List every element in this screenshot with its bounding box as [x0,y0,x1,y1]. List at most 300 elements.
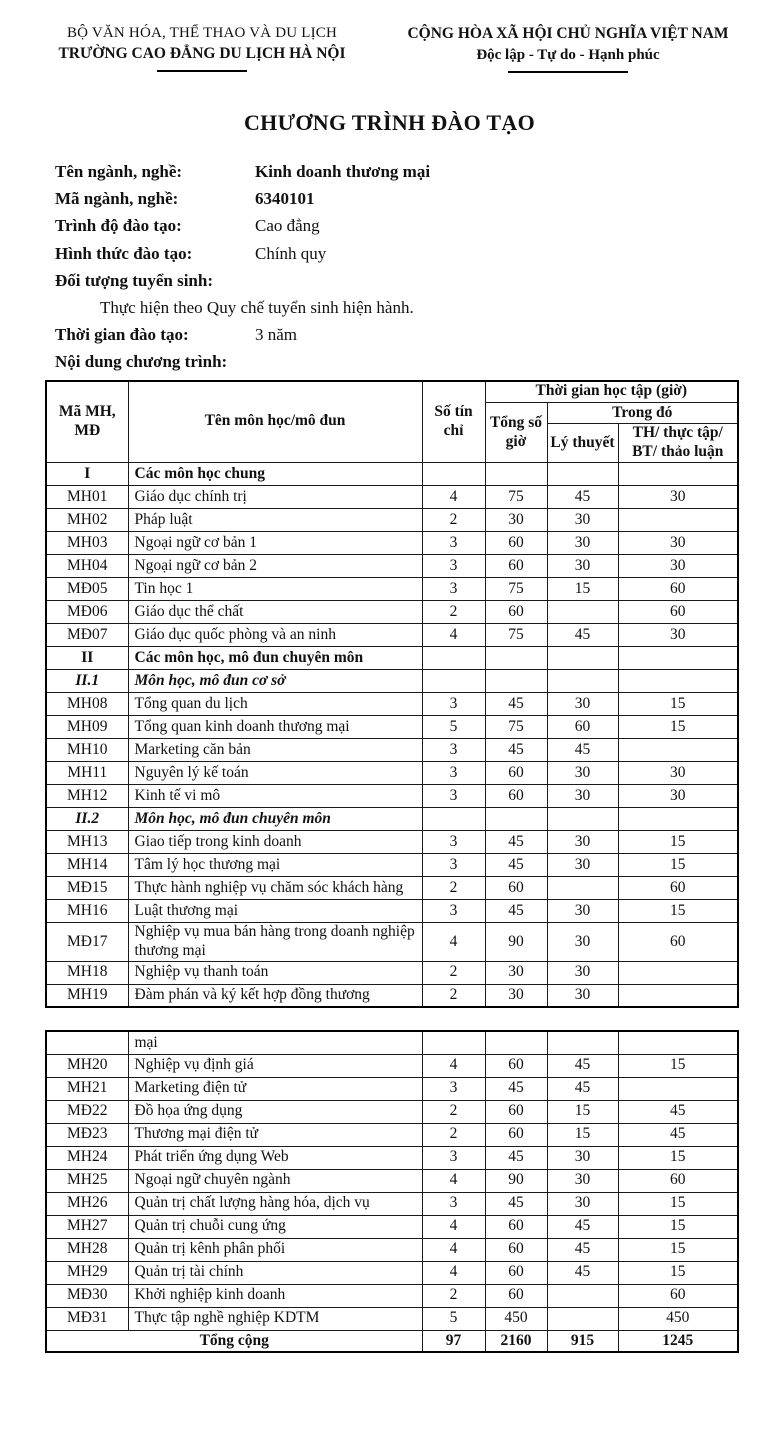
table-row [46,532,738,555]
credits-cell: 2 [422,1284,485,1307]
table-row [46,486,738,509]
credits-cell: 3 [422,831,485,854]
course-code-cell: MĐ07 [46,624,128,647]
practice-hours-cell: 30 [618,555,738,578]
course-name-cell: Các môn học chung [128,463,422,486]
info-section [55,158,779,376]
total-hours-cell [485,463,547,486]
info-row [55,321,779,348]
practice-hours-cell: 60 [618,601,738,624]
info-label: Tên ngành, nghề: [55,162,183,181]
practice-hours-cell: 15 [618,1146,738,1169]
course-code-cell [46,1031,128,1054]
course-code-cell: MH25 [46,1169,128,1192]
info-row [55,348,779,375]
theory-hours-cell: 45 [547,1054,618,1077]
credits-cell: 3 [422,1077,485,1100]
table-row [46,1031,738,1054]
credits-cell: 2 [422,601,485,624]
credits-cell: 5 [422,716,485,739]
left-underline-rule [157,70,247,72]
practice-hours-cell: 30 [618,532,738,555]
total-hours-cell: 60 [485,532,547,555]
total-hours-cell: 45 [485,1146,547,1169]
course-name-cell: Khởi nghiệp kinh doanh [128,1284,422,1307]
table-row [46,1238,738,1261]
course-name-cell: Đồ họa ứng dụng [128,1100,422,1123]
practice-hours-cell: 30 [618,762,738,785]
total-hours-cell: 30 [485,984,547,1007]
theory-hours-cell: 30 [547,1192,618,1215]
table-row [46,854,738,877]
practice-hours-cell [618,647,738,670]
practice-hours-cell: 60 [618,877,738,900]
course-code-cell: MH12 [46,785,128,808]
total-hours-cell: 60 [485,1054,547,1077]
theory-hours-cell: 30 [547,831,618,854]
course-name-cell: Nghiệp vụ thanh toán [128,961,422,984]
national-motto-block [384,25,752,73]
credits-cell: 4 [422,1238,485,1261]
theory-hours-cell: 30 [547,1169,618,1192]
practice-hours-cell: 15 [618,854,738,877]
practice-hours-cell [618,509,738,532]
course-name-cell: Giáo dục chính trị [128,486,422,509]
theory-hours-cell: 30 [547,532,618,555]
course-name-cell: Thực hành nghiệp vụ chăm sóc khách hàng [128,877,422,900]
info-label: Mã ngành, nghề: [55,189,179,209]
theory-hours-cell [547,808,618,831]
course-code-cell: II.2 [46,808,128,831]
course-code-cell: MĐ23 [46,1123,128,1146]
practice-hours-cell [618,1031,738,1054]
theory-hours-cell [547,1307,618,1330]
theory-hours-cell: 30 [547,762,618,785]
col-header-practice: TH/ thực tập/ BT/ thảo luận [618,424,738,463]
document-header [0,25,779,73]
credits-cell: 97 [422,1330,485,1352]
theory-hours-cell: 30 [547,854,618,877]
info-row [55,158,779,185]
col-header-name: Tên môn học/mô đun [128,381,422,463]
table-row [46,670,738,693]
practice-hours-cell: 45 [618,1100,738,1123]
theory-hours-cell [547,877,618,900]
credits-cell: 3 [422,693,485,716]
course-name-cell: Kinh tế vi mô [128,785,422,808]
course-name-cell: Tin học 1 [128,578,422,601]
practice-hours-cell: 30 [618,624,738,647]
course-name-cell: mại [128,1031,422,1054]
course-name-cell: Ngoại ngữ cơ bản 2 [128,555,422,578]
credits-cell: 4 [422,486,485,509]
curriculum-table-body-2 [46,1031,738,1352]
total-hours-cell: 45 [485,739,547,762]
practice-hours-cell: 450 [618,1307,738,1330]
course-name-cell: Thực tập nghề nghiệp KDTM [128,1307,422,1330]
practice-hours-cell: 60 [618,578,738,601]
table-row [46,923,738,962]
total-hours-cell: 45 [485,1192,547,1215]
info-value: Kinh doanh thương mại [255,162,431,181]
credits-cell [422,1031,485,1054]
theory-hours-cell: 30 [547,984,618,1007]
credits-cell [422,647,485,670]
col-header-total-hours: Tổng số giờ [485,403,547,463]
practice-hours-cell: 15 [618,831,738,854]
credits-cell: 2 [422,509,485,532]
course-code-cell: MĐ31 [46,1307,128,1330]
course-code-cell: MH26 [46,1192,128,1215]
table-row [46,1307,738,1330]
course-name-cell: Quản trị kênh phân phối [128,1238,422,1261]
course-code-cell: MH18 [46,961,128,984]
theory-hours-cell: 30 [547,900,618,923]
course-name-cell: Đàm phán và ký kết hợp đồng thương [128,984,422,1007]
course-code-cell: MĐ05 [46,578,128,601]
national-motto: Độc lập - Tự do - Hạnh phúc [476,47,660,63]
credits-cell: 2 [422,1123,485,1146]
credits-cell: 3 [422,555,485,578]
credits-cell [422,463,485,486]
table-row [46,1215,738,1238]
theory-hours-cell: 45 [547,739,618,762]
course-code-cell: MH09 [46,716,128,739]
theory-hours-cell: 45 [547,486,618,509]
theory-hours-cell: 15 [547,1123,618,1146]
course-code-cell: MH20 [46,1054,128,1077]
credits-cell [422,670,485,693]
theory-hours-cell: 30 [547,785,618,808]
credits-cell: 2 [422,961,485,984]
theory-hours-cell [547,463,618,486]
table-row [46,601,738,624]
table-row [46,808,738,831]
table-row [46,555,738,578]
total-hours-cell: 60 [485,1100,547,1123]
ministry-name: BỘ VĂN HÓA, THỂ THAO VÀ DU LỊCH [66,25,338,41]
course-code-cell: II.1 [46,670,128,693]
col-header-time-group: Thời gian học tập (giờ) [485,381,738,403]
course-code-cell: MH16 [46,900,128,923]
curriculum-table-header [46,381,738,463]
theory-hours-cell: 45 [547,1215,618,1238]
theory-hours-cell: 30 [547,509,618,532]
practice-hours-cell: 45 [618,1123,738,1146]
practice-hours-cell: 1245 [618,1330,738,1352]
theory-hours-cell [547,1031,618,1054]
course-code-cell: MH27 [46,1215,128,1238]
course-name-cell: Marketing căn bản [128,739,422,762]
course-code-cell: MĐ15 [46,877,128,900]
info-value: Chính quy [255,243,327,263]
theory-hours-cell: 30 [547,693,618,716]
theory-hours-cell: 45 [547,624,618,647]
col-header-of-which: Trong đó [547,403,738,424]
theory-hours-cell [547,670,618,693]
table-row [46,1123,738,1146]
curriculum-table-body-1 [46,463,738,1008]
table-row [46,762,738,785]
course-code-cell: MH24 [46,1146,128,1169]
practice-hours-cell [618,670,738,693]
course-code-cell: MĐ22 [46,1100,128,1123]
course-name-cell: Thương mại điện tử [128,1123,422,1146]
practice-hours-cell: 60 [618,923,738,962]
table-row [46,624,738,647]
course-name-cell: Quản trị chuỗi cung ứng [128,1215,422,1238]
course-code-cell: MĐ06 [46,601,128,624]
theory-hours-cell: 45 [547,1077,618,1100]
total-hours-cell: 60 [485,1238,547,1261]
total-hours-cell: 75 [485,486,547,509]
table-row [46,509,738,532]
theory-hours-cell: 45 [547,1238,618,1261]
course-code-cell: MH19 [46,984,128,1007]
course-name-cell: Marketing điện tử [128,1077,422,1100]
theory-hours-cell [547,601,618,624]
total-hours-cell: 45 [485,693,547,716]
right-underline-rule [508,71,628,73]
practice-hours-cell [618,463,738,486]
table-row [46,1169,738,1192]
total-hours-cell: 60 [485,555,547,578]
total-hours-cell: 60 [485,601,547,624]
theory-hours-cell: 15 [547,1100,618,1123]
credits-cell: 2 [422,877,485,900]
page-title: CHƯƠNG TRÌNH ĐÀO TẠO [243,110,535,135]
issuing-agency-block [26,25,378,73]
credits-cell: 4 [422,1169,485,1192]
course-name-cell: Quản trị chất lượng hàng hóa, dịch vụ [128,1192,422,1215]
table-row [46,693,738,716]
practice-hours-cell [618,808,738,831]
table-row [46,1261,738,1284]
table-row [46,1054,738,1077]
total-hours-cell: 90 [485,923,547,962]
total-hours-cell [485,670,547,693]
table-row [46,785,738,808]
course-code-cell: MH21 [46,1077,128,1100]
table-row [46,463,738,486]
course-name-cell: Nghiệp vụ định giá [128,1054,422,1077]
info-label: Nội dung chương trình: [55,352,228,372]
table-row [46,984,738,1007]
theory-hours-cell: 915 [547,1330,618,1352]
table-row [46,739,738,762]
total-hours-cell [485,1031,547,1054]
practice-hours-cell: 15 [618,1261,738,1284]
total-hours-cell: 60 [485,1284,547,1307]
credits-cell: 3 [422,854,485,877]
course-code-cell: MĐ17 [46,923,128,962]
practice-hours-cell: 60 [618,1284,738,1307]
info-label: Thời gian đào tạo: [55,325,189,345]
table-row [46,961,738,984]
total-hours-cell: 45 [485,854,547,877]
credits-cell: 3 [422,532,485,555]
total-hours-cell: 450 [485,1307,547,1330]
info-value: Thực hiện theo Quy chế tuyển sinh hiện hành. [100,298,414,318]
practice-hours-cell: 60 [618,1169,738,1192]
course-name-cell: Nghiệp vụ mua bán hàng trong doanh nghiệp thương mại [128,923,422,962]
info-label: Đối tượng tuyển sinh: [55,270,214,290]
country-name: CỘNG HÒA XÃ HỘI CHỦ NGHĨA VIỆT NAM [407,25,729,42]
table-row [46,900,738,923]
info-row [55,185,779,212]
course-name-cell: Ngoại ngữ cơ bản 1 [128,532,422,555]
info-row [55,294,779,321]
practice-hours-cell: 15 [618,900,738,923]
info-value: Cao đẳng [255,216,320,236]
table-row [46,831,738,854]
practice-hours-cell: 15 [618,1054,738,1077]
theory-hours-cell: 30 [547,961,618,984]
practice-hours-cell [618,961,738,984]
info-value: 3 năm [255,325,298,345]
practice-hours-cell: 30 [618,486,738,509]
table-row [46,716,738,739]
course-code-cell: MH11 [46,762,128,785]
credits-cell: 3 [422,1146,485,1169]
course-code-cell: MH29 [46,1261,128,1284]
practice-hours-cell [618,984,738,1007]
theory-hours-cell: 60 [547,716,618,739]
course-name-cell: Ngoại ngữ chuyên ngành [128,1169,422,1192]
total-hours-cell: 60 [485,1261,547,1284]
total-hours-cell: 2160 [485,1330,547,1352]
credits-cell: 4 [422,1215,485,1238]
theory-hours-cell: 30 [547,555,618,578]
total-hours-cell: 75 [485,578,547,601]
course-name-cell: Môn học, mô đun chuyên môn [128,808,422,831]
total-hours-cell [485,808,547,831]
practice-hours-cell: 15 [618,716,738,739]
table-row [46,578,738,601]
course-name-cell: Luật thương mại [128,900,422,923]
info-row [55,267,779,294]
info-label: Hình thức đào tạo: [55,243,193,263]
table-row [46,1100,738,1123]
course-name-cell: Các môn học, mô đun chuyên môn [128,647,422,670]
table-row [46,1146,738,1169]
header-row-1 [46,381,738,403]
practice-hours-cell: 15 [618,693,738,716]
curriculum-table-page1 [45,380,739,1009]
total-hours-cell: 45 [485,1077,547,1100]
total-hours-cell: 45 [485,900,547,923]
total-label-cell: Tổng cộng [46,1330,422,1352]
total-hours-cell: 60 [485,1215,547,1238]
total-hours-cell: 75 [485,624,547,647]
practice-hours-cell: 30 [618,785,738,808]
credits-cell: 3 [422,762,485,785]
total-hours-cell: 60 [485,1123,547,1146]
info-row [55,212,779,239]
course-code-cell: MH08 [46,693,128,716]
curriculum-table-page2 [45,1030,739,1353]
practice-hours-cell [618,739,738,762]
credits-cell [422,808,485,831]
table-row [46,1192,738,1215]
credits-cell: 3 [422,739,485,762]
course-name-cell: Tâm lý học thương mại [128,854,422,877]
practice-hours-cell: 15 [618,1215,738,1238]
total-hours-cell: 30 [485,961,547,984]
total-hours-cell: 60 [485,762,547,785]
theory-hours-cell [547,647,618,670]
course-name-cell: Pháp luật [128,509,422,532]
credits-cell: 3 [422,785,485,808]
credits-cell: 4 [422,624,485,647]
credits-cell: 2 [422,1100,485,1123]
table-row [46,647,738,670]
col-header-code: Mã MH, MĐ [46,381,128,463]
total-hours-cell: 75 [485,716,547,739]
course-name-cell: Môn học, mô đun cơ sở [128,670,422,693]
course-code-cell: MĐ30 [46,1284,128,1307]
credits-cell: 2 [422,984,485,1007]
table-row [46,1077,738,1100]
credits-cell: 5 [422,1307,485,1330]
course-name-cell: Giáo dục thể chất [128,601,422,624]
course-name-cell: Tổng quan du lịch [128,693,422,716]
course-code-cell: MH28 [46,1238,128,1261]
course-code-cell: MH04 [46,555,128,578]
credits-cell: 3 [422,578,485,601]
course-code-cell: I [46,463,128,486]
credits-cell: 3 [422,1192,485,1215]
theory-hours-cell: 30 [547,1146,618,1169]
col-header-credits: Số tín chỉ [422,381,485,463]
info-label: Trình độ đào tạo: [55,216,182,236]
total-hours-cell: 30 [485,509,547,532]
total-hours-cell [485,647,547,670]
course-code-cell: II [46,647,128,670]
course-code-cell: MH13 [46,831,128,854]
theory-hours-cell [547,1284,618,1307]
credits-cell: 4 [422,923,485,962]
info-row [55,240,779,267]
course-name-cell: Giáo dục quốc phòng và an ninh [128,624,422,647]
theory-hours-cell: 15 [547,578,618,601]
course-name-cell: Nguyên lý kế toán [128,762,422,785]
practice-hours-cell [618,1077,738,1100]
course-code-cell: MH03 [46,532,128,555]
course-name-cell: Giao tiếp trong kinh doanh [128,831,422,854]
total-hours-cell: 90 [485,1169,547,1192]
credits-cell: 3 [422,900,485,923]
course-code-cell: MH10 [46,739,128,762]
info-value: 6340101 [255,189,315,209]
credits-cell: 4 [422,1054,485,1077]
course-name-cell: Phát triển ứng dụng Web [128,1146,422,1169]
course-name-cell: Tổng quan kinh doanh thương mại [128,716,422,739]
practice-hours-cell: 15 [618,1192,738,1215]
practice-hours-cell: 15 [618,1238,738,1261]
course-code-cell: MH14 [46,854,128,877]
table-row [46,877,738,900]
total-hours-cell: 60 [485,877,547,900]
course-code-cell: MH01 [46,486,128,509]
credits-cell: 4 [422,1261,485,1284]
total-hours-cell: 60 [485,785,547,808]
course-code-cell: MH02 [46,509,128,532]
theory-hours-cell: 45 [547,1261,618,1284]
table-row [46,1330,738,1352]
course-name-cell: Quản trị tài chính [128,1261,422,1284]
school-name: TRƯỜNG CAO ĐẲNG DU LỊCH HÀ NỘI [58,45,346,62]
